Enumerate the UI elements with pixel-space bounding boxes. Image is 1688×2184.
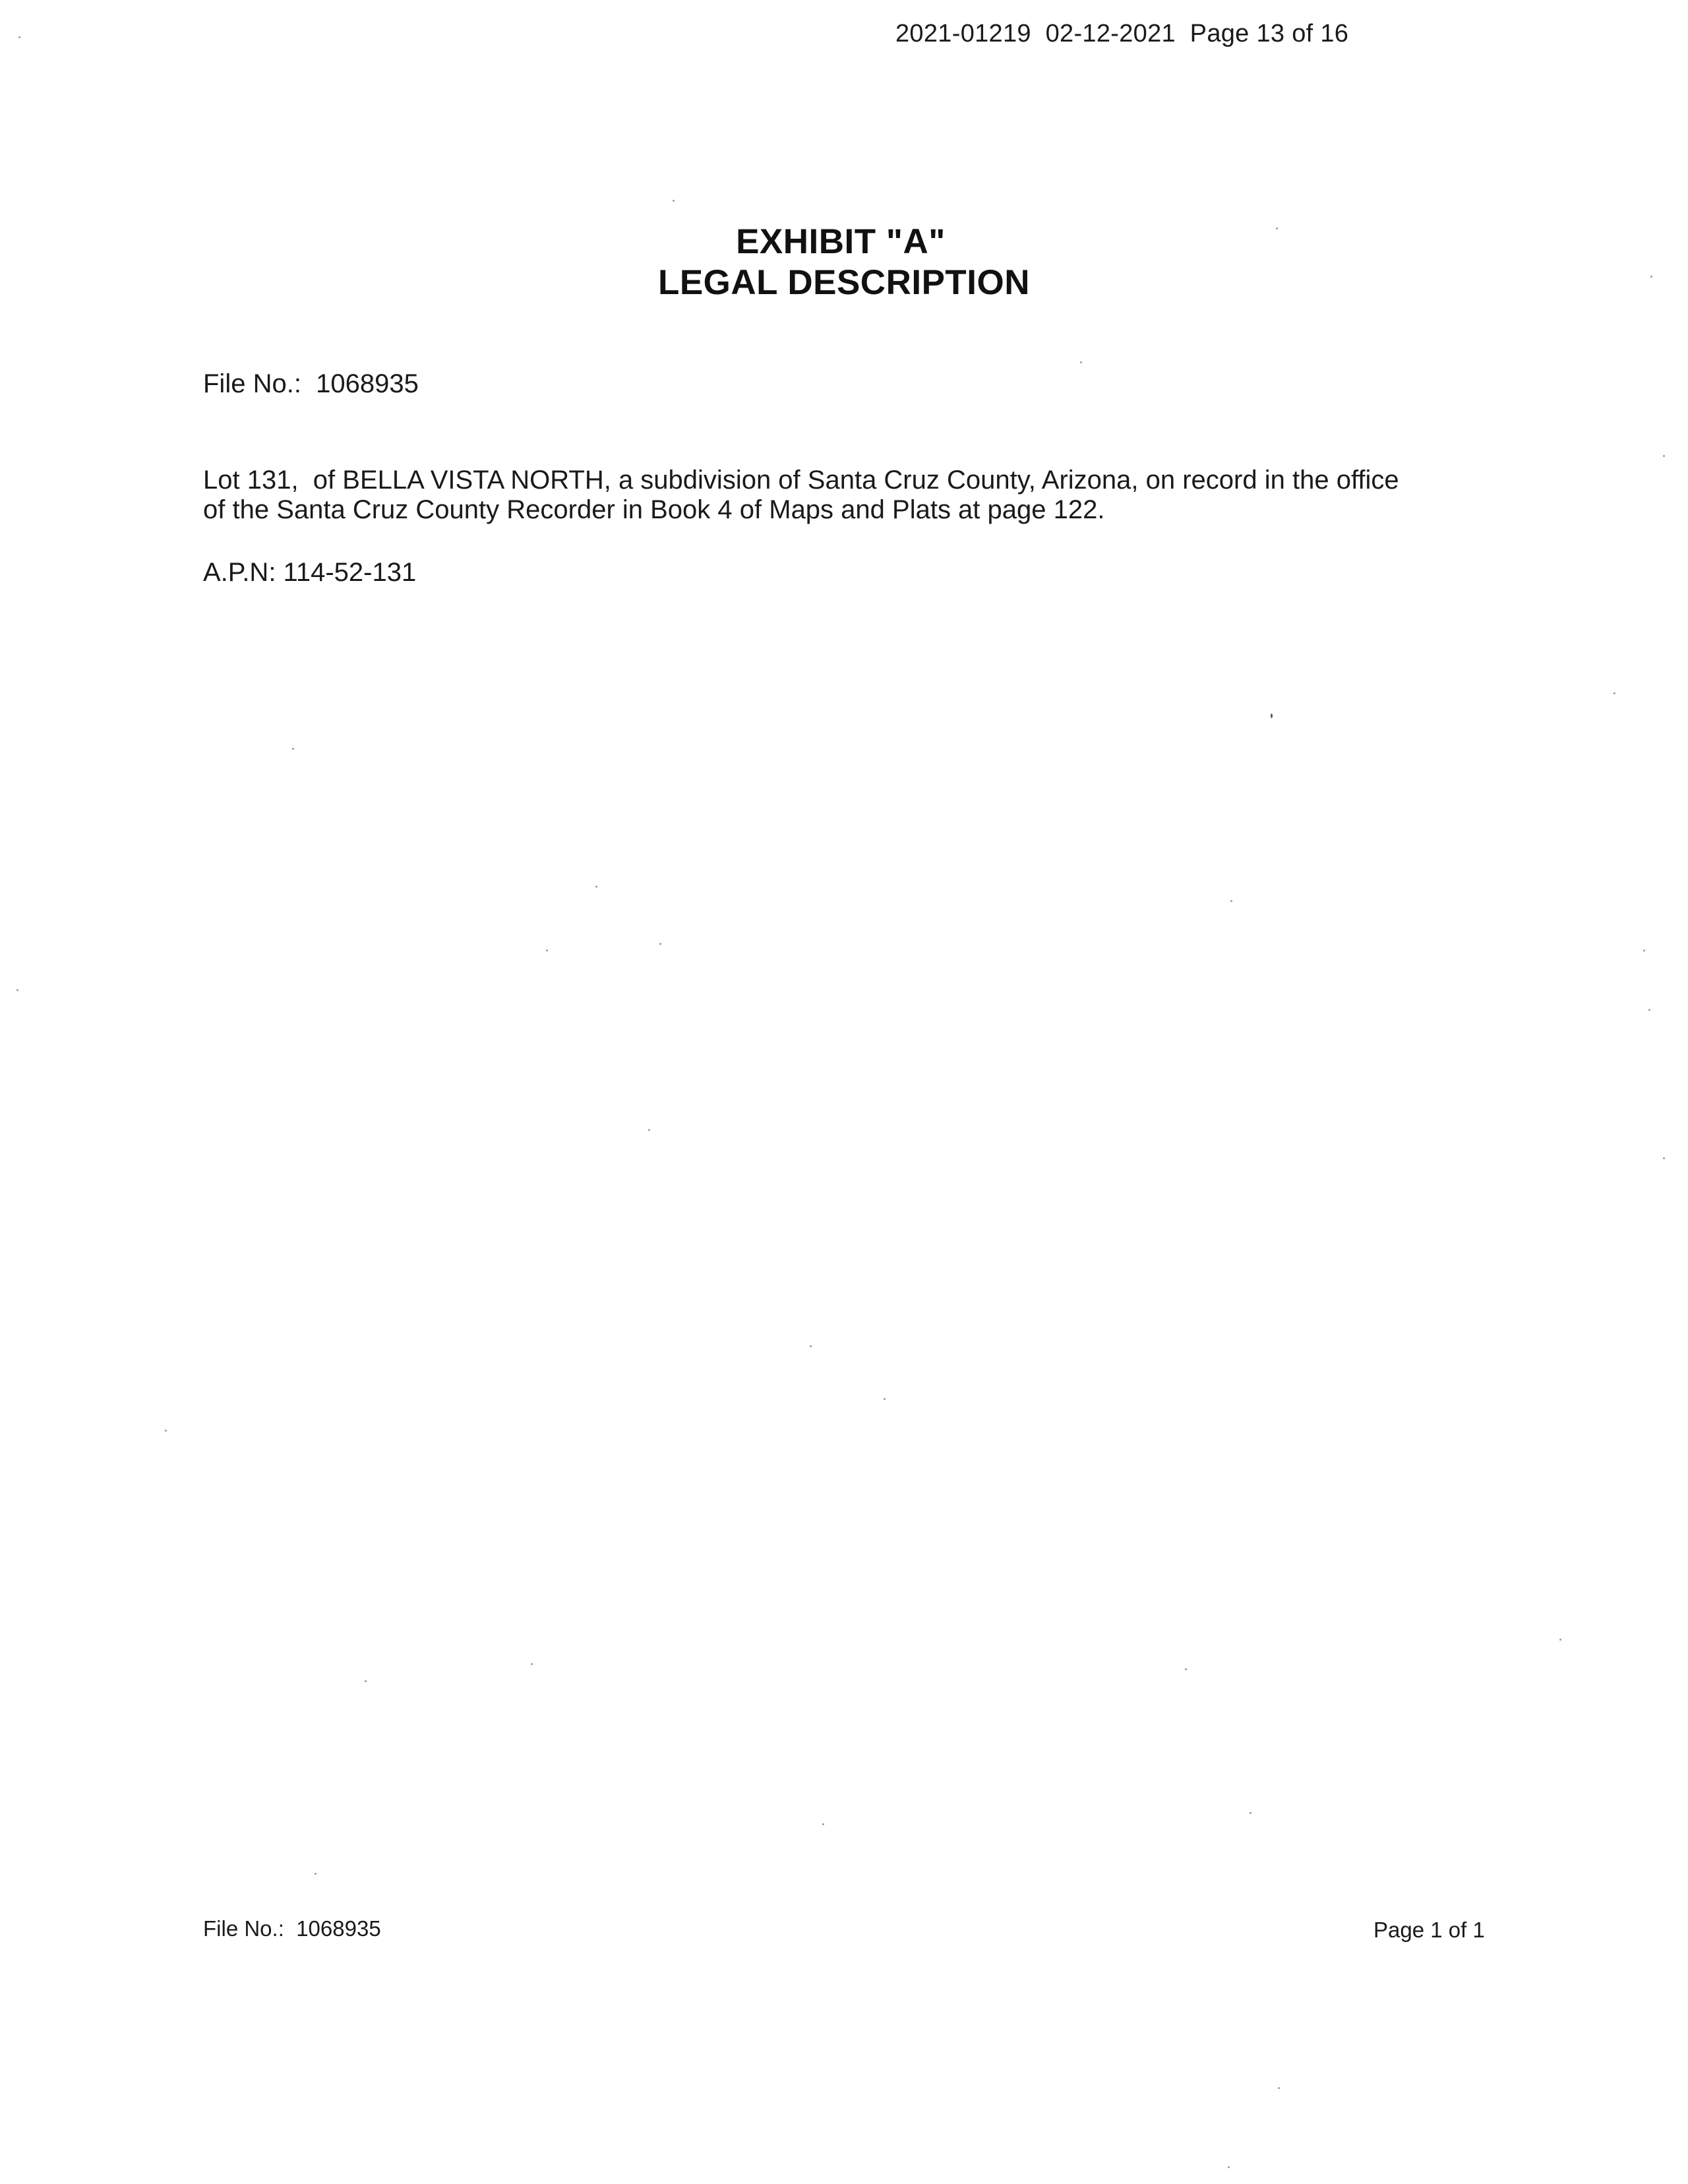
scan-speck: [1185, 1668, 1187, 1670]
footer-file-number: File No.: 1068935: [203, 1916, 381, 1941]
scan-speck: [1228, 2166, 1230, 2168]
scan-speck: [1559, 1639, 1561, 1641]
scan-speck: [648, 1129, 650, 1131]
scan-speck: [1643, 950, 1645, 952]
scan-speck: [1650, 276, 1652, 278]
scan-speck: [546, 950, 548, 952]
scan-speck: [165, 1430, 167, 1432]
scan-speck: [659, 943, 661, 945]
legal-description-line-2: of the Santa Cruz County Recorder in Book 4 of Maps and Plats at page 122.: [203, 495, 1105, 524]
scan-speck: [292, 748, 294, 750]
scan-speck: [1663, 1157, 1665, 1159]
scan-speck: [673, 200, 675, 202]
legal-description-line-1: Lot 131, of BELLA VISTA NORTH, a subdivision of Santa Cruz County, Arizona, on record in the office: [203, 466, 1399, 495]
file-number: File No.: 1068935: [203, 369, 419, 398]
scan-speck: [365, 1680, 367, 1682]
recording-stamp: 2021-01219 02-12-2021 Page 13 of 16: [895, 20, 1349, 47]
scan-speck: [1276, 228, 1278, 229]
scan-speck: [1230, 900, 1232, 902]
scan-speck: [595, 886, 597, 888]
scan-speck: [1613, 692, 1615, 694]
scan-speck: [1250, 1812, 1251, 1814]
scan-speck: [1663, 455, 1665, 457]
scan-speck: [1278, 2087, 1280, 2089]
scan-speck: [1271, 713, 1273, 718]
scan-speck: [16, 989, 18, 991]
apn-number: A.P.N: 114-52-131: [203, 558, 417, 587]
exhibit-title: EXHIBIT "A": [736, 222, 946, 261]
scan-speck: [810, 1345, 812, 1347]
scan-speck: [531, 1663, 533, 1665]
scan-speck: [315, 1873, 316, 1875]
scan-speck: [822, 1823, 824, 1825]
scan-speck: [18, 36, 20, 38]
footer-page-indicator: Page 1 of 1: [1373, 1918, 1485, 1942]
scan-speck: [1080, 361, 1082, 363]
scan-speck: [884, 1398, 886, 1400]
scan-speck: [1648, 1009, 1650, 1011]
document-title: LEGAL DESCRIPTION: [657, 263, 1031, 302]
